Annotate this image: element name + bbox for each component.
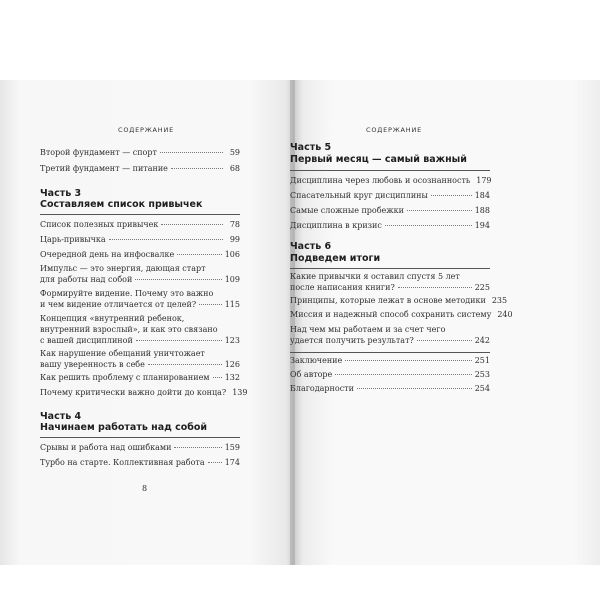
toc-entry-title: Спасательный круг дисциплины [290,191,428,200]
toc-entry-page: 59 [229,148,240,157]
toc-entry-line: с вашей дисциплиной [40,336,133,345]
toc-entry-title: Принципы, которые лежат в основе методики [290,296,486,305]
toc-entry-page: 188 [474,206,490,215]
page-number: 8 [142,484,148,493]
leader-dots [213,377,222,378]
toc-entry[interactable] [40,348,240,370]
toc-entry[interactable] [40,250,240,259]
toc-entry-title: Царь-привычка [40,235,106,244]
toc-entry-title: Срывы и работа над ошибками [40,443,172,452]
part-label: Часть 4 [40,411,82,422]
part-label: Часть 3 [40,188,82,199]
toc-entry-page: 68 [229,164,240,173]
toc-entry[interactable] [40,263,240,285]
part-rule [290,268,490,269]
toc-entry-title: Заключение [290,356,343,365]
toc-entry[interactable] [40,148,240,157]
toc-entry-page: 253 [474,370,490,379]
leader-dots [431,195,472,196]
part-title: Первый месяц — самый важный [290,154,467,165]
toc-entry[interactable] [290,206,490,215]
toc-entry-title: Почему критически важно дойти до конца? [40,388,227,397]
toc-entry[interactable] [40,443,240,452]
toc-entry[interactable] [40,388,248,397]
toc-entry-title: Турбо на старте. Коллективная работа [40,458,205,467]
part-title: Начинаем работать над собой [40,422,208,433]
toc-entry-title: Об авторе [290,370,333,379]
toc-entry[interactable] [290,176,490,185]
toc-entry-page: 225 [474,283,490,292]
toc-entry[interactable] [290,356,490,365]
toc-entry[interactable] [40,288,240,310]
toc-entry-page: 123 [224,336,240,345]
toc-entry[interactable] [40,313,240,346]
toc-entry-line: после написания книги? [290,283,395,292]
leader-dots [199,304,222,305]
leader-dots [417,340,472,341]
toc-entry-page: 251 [474,356,490,365]
leader-dots [385,225,472,226]
right-page [293,80,600,565]
part-title: Составляем список привычек [40,199,203,210]
leader-dots [345,360,471,361]
toc-entry-page: 139 [232,388,248,397]
toc-entry-page: 115 [224,300,240,309]
toc-entry-page: 132 [224,373,240,382]
toc-entry-line: Формируйте видение. Почему это важно [40,289,214,298]
leader-dots [174,447,221,448]
toc-entry[interactable] [290,191,490,200]
toc-entry-title: Благодарности [290,384,354,393]
leader-dots [407,210,472,211]
toc-entry-line: Концепция «внутренний ребенок, [40,314,185,323]
toc-entry-page: 179 [476,176,492,185]
toc-entry[interactable] [290,384,490,393]
toc-entry-line: Какие привычки я оставил спустя 5 лет [290,272,460,281]
leader-dots [135,279,221,280]
toc-entry-title: Миссия и надежный способ сохранить систему [290,310,492,319]
toc-entry[interactable] [40,373,240,382]
toc-entry[interactable] [290,296,508,305]
toc-entry-page: 235 [491,296,508,305]
toc-entry-line: внутренний взрослый», и как это связано [40,325,218,334]
toc-entry-line: Над чем мы работаем и за счет чего [290,325,446,334]
toc-entry-page: 174 [224,458,240,467]
toc-entry-line: удается получить результат? [290,336,414,345]
toc-entry[interactable] [40,220,240,229]
toc-entry-page: 126 [224,360,240,369]
toc-entry-page: 78 [229,220,240,229]
toc-entry-page: 99 [229,235,240,244]
toc-entry-page: 159 [224,443,240,452]
toc-entry-line: и чем видение отличается от целей? [40,300,197,309]
leader-dots [335,374,471,375]
part-rule [40,437,240,438]
running-head-left: СОДЕРЖАНИЕ [118,126,175,134]
toc-entry[interactable] [290,221,490,230]
leader-dots [357,388,472,389]
toc-entry-line: Импульс — это энергия, дающая старт [40,264,206,273]
leader-dots [171,168,223,169]
toc-entry[interactable] [290,310,513,319]
toc-entry-line: Как нарушение обещаний уничтожает [40,349,205,358]
leader-dots [109,239,223,240]
toc-entry-title: Очередной день на инфосвалке [40,250,175,259]
toc-entry-page: 194 [474,221,490,230]
toc-entry-page: 240 [497,310,513,319]
part-rule [40,214,240,215]
toc-entry-title: Как решить проблему с планированием [40,373,210,382]
leader-dots [177,254,221,255]
part-label: Часть 6 [290,241,332,252]
toc-entry-title: Дисциплина через любовь и осознанность [290,176,471,185]
toc-entry-title: Список полезных привычек [40,220,159,229]
toc-entry[interactable] [290,370,490,379]
toc-entry[interactable] [290,324,490,346]
section-rule [290,352,490,353]
leader-dots [148,364,222,365]
toc-entry[interactable] [290,271,490,293]
toc-entry-page: 184 [474,191,490,200]
toc-entry-page: 109 [224,275,240,284]
running-head-right: СОДЕРЖАНИЕ [366,126,423,134]
part-rule [290,170,490,171]
leader-dots [161,224,223,225]
toc-entry-page: 106 [224,250,240,259]
toc-entry[interactable] [40,235,240,244]
leader-dots [160,152,223,153]
leader-dots [136,340,222,341]
toc-entry-line: вашу уверенность в себе [40,360,145,369]
toc-entry-page: 254 [474,384,490,393]
toc-entry[interactable] [40,458,240,467]
toc-entry-title: Дисциплина в кризис [290,221,382,230]
toc-entry-title: Второй фундамент — спорт [40,148,157,157]
part-label: Часть 5 [290,142,332,153]
toc-entry-title: Самые сложные пробежки [290,206,404,215]
toc-entry[interactable] [40,164,240,173]
toc-entry-line: для работы над собой [40,275,133,284]
toc-entry-page: 242 [474,336,490,345]
toc-entry-title: Третий фундамент — питание [40,164,168,173]
part-title: Подведем итоги [290,253,381,264]
leader-dots [208,462,222,463]
leader-dots [398,287,472,288]
